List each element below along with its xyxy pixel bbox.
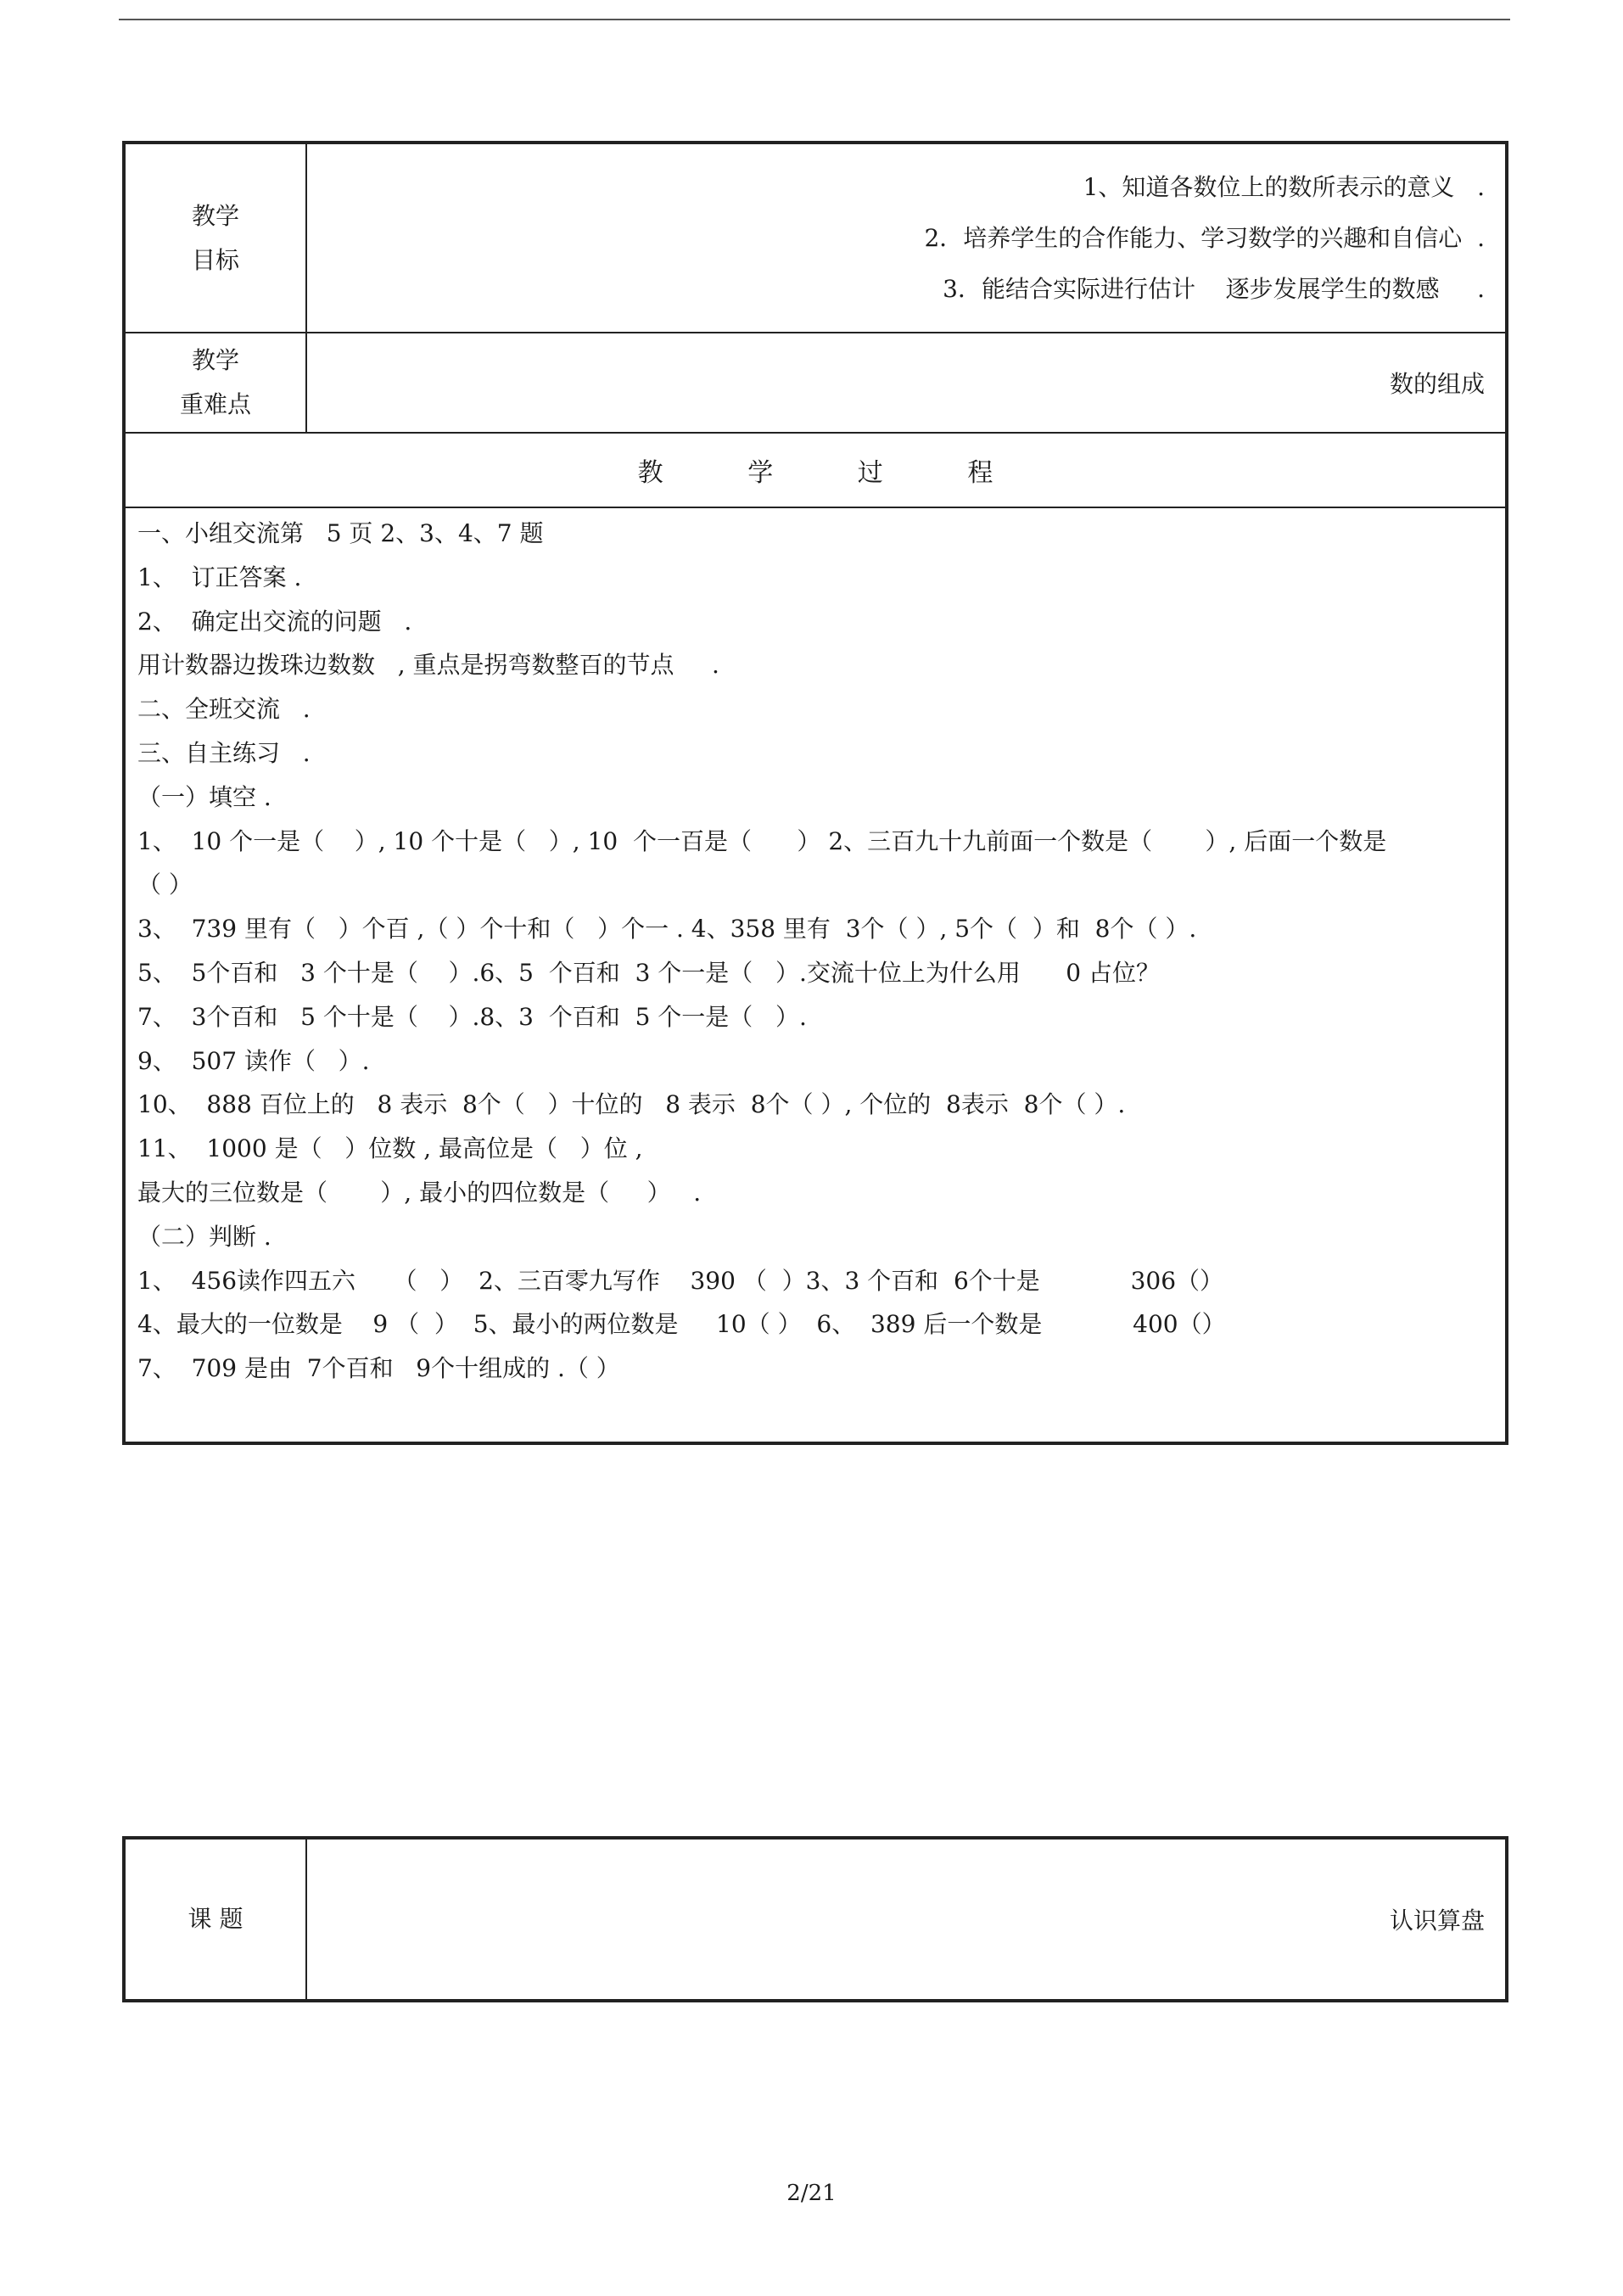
topic-label: 课 题 [124,1838,306,2001]
process-title-char-1: 教 [637,458,663,488]
process-line: 二、全班交流 . [137,695,311,724]
key-points-cell: 数的组成 [306,333,1507,433]
process-line: 3、 739 里有（ ）个百 ,（ ）个十和（ ）个一 . 4、358 里有 3个（ ）, 5个（ ）和 8个（ ）. [137,915,1197,944]
lesson-plan-table [122,141,1508,1445]
process-line: 4、最大的一位数是 9 （ ） 5、最小的两位数是 10（ ） 6、 389 后一个数是 400（） [137,1310,1226,1339]
goal-line-1: 1、知道各数位上的数所表示的意义 . [1083,172,1485,201]
topic-table [122,1836,1508,2002]
process-line: （二）判断 . [137,1222,271,1251]
topic-cell: 认识算盘 [306,1838,1507,2001]
key-points-label [124,333,306,433]
process-line: 一、小组交流第 5 页 2、3、4、7 题 [137,519,544,547]
process-title-char-3: 过 [857,458,883,488]
process-heading [124,433,1507,507]
process-line: 2、 确定出交流的问题 . [137,607,412,636]
process-line: 7、 709 是由 7个百和 9个十组成的 .（ ） [137,1354,620,1383]
page-number: 2/21 [786,2181,837,2206]
header-rule [119,19,1510,20]
process-line: 11、 1000 是（ ）位数 , 最高位是（ ）位 , [137,1134,643,1163]
process-line: （ ） [137,871,193,899]
process-body [124,507,1507,1443]
process-title-char-4: 程 [967,458,993,488]
process-line: （一）填空 . [137,782,271,811]
process-line: 1、 10 个一是（ ）, 10 个十是（ ）, 10 个一百是（ ） 2、三百九十九前面一个数是（ ）, 后面一个数是 [137,826,1387,855]
process-line: 1、 订正答案 . [137,563,302,591]
process-title-char-2: 学 [747,458,774,488]
goal-line-3: 3．能结合实际进行估计 逐步发展学生的数感 . [943,274,1485,303]
goal-line-2: 2．培养学生的合作能力、学习数学的兴趣和自信心 . [924,223,1485,252]
goals-label [124,143,306,333]
process-line: 9、 507 读作（ ）. [137,1046,370,1075]
process-line: 10、 888 百位上的 8 表示 8个（ ）十位的 8 表示 8个（ ）, 个位的 8表示 8个（ ）. [137,1090,1126,1119]
goals-cell [306,143,1507,333]
process-line: 用计数器边拨珠边数数 , 重点是拐弯数整百的节点 . [137,651,719,680]
process-line: 最大的三位数是（ ）, 最小的四位数是（ ） . [137,1178,702,1207]
goals-label-line-2: 目标 [191,245,239,274]
goals-label-line-1: 教学 [191,201,239,230]
key-label-line-1: 教学 [191,346,239,374]
process-line: 7、 3个百和 5 个十是（ ）.8、3 个百和 5 个一是（ ）. [137,1002,807,1031]
process-line: 1、 456读作四五六 （ ） 2、三百零九写作 390 （ ）3、3 个百和 6个十是 306（） [137,1266,1224,1295]
process-line: 三、自主练习 . [137,738,311,767]
process-line: 5、 5个百和 3 个十是（ ）.6、5 个百和 3 个一是（ ）.交流十位上为什么用 0 占位？ [137,958,1161,987]
key-label-line-2: 重难点 [179,390,251,418]
